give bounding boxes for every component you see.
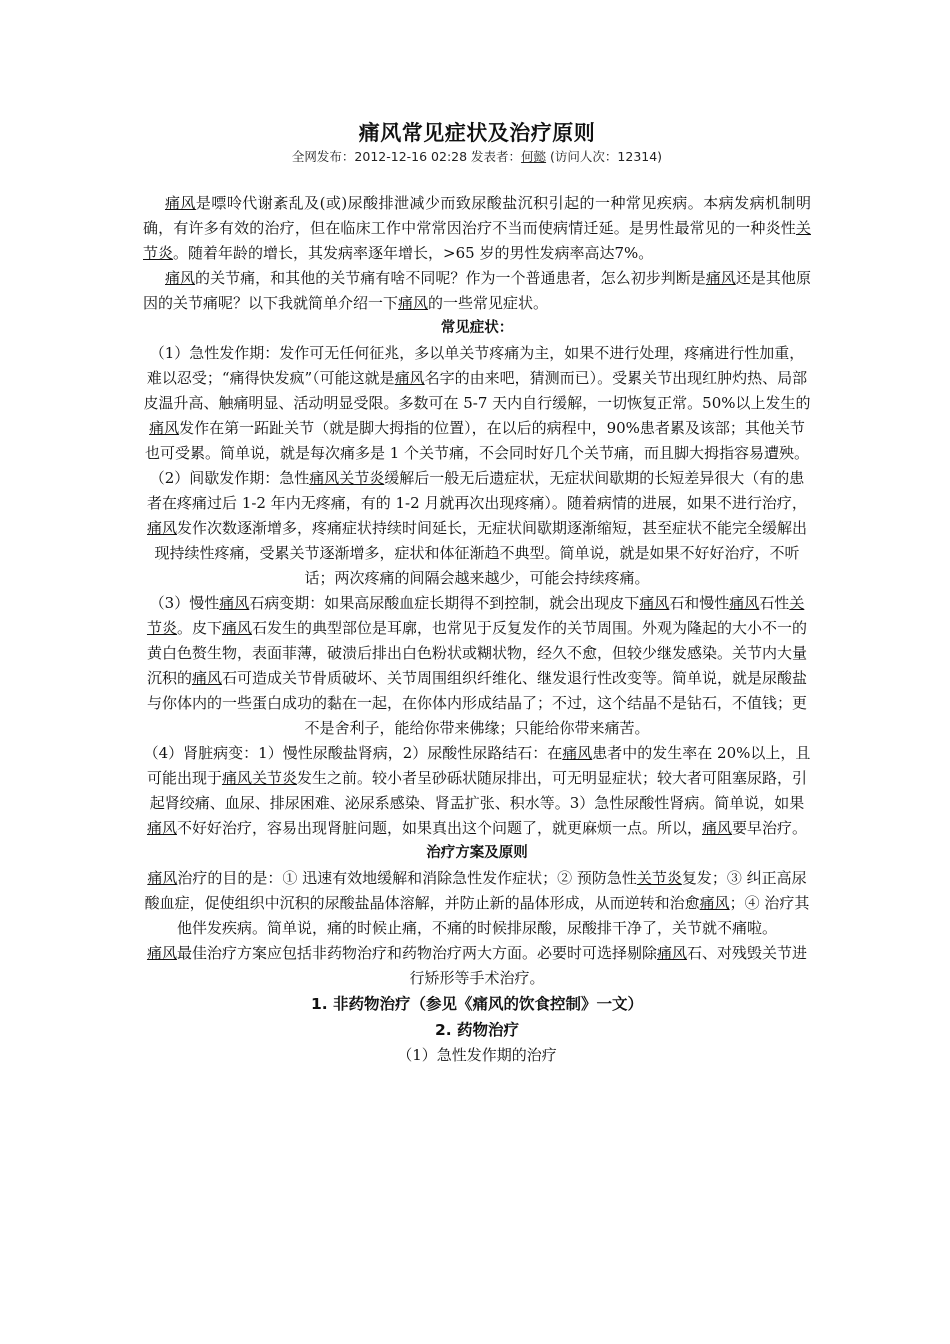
keyword-link[interactable]: 痛风 <box>699 894 730 912</box>
keyword-link[interactable]: 痛风 <box>657 944 688 962</box>
paragraph-text: （3）慢性 <box>149 594 220 612</box>
section-drug: 2. 药物治疗 <box>434 1021 520 1039</box>
article <box>143 118 811 1068</box>
paragraph-text: 缓解后一般无后遗症状，无症状间歇期的长短差异很大（有的患者在疼痛过后 1-2 年内无疼痛，有的 1-2 月就再次出现疼痛）。随着病情的进展，如果不进行治疗， <box>147 469 807 512</box>
symptom-kidney <box>143 741 811 841</box>
treatment-plan <box>143 941 811 991</box>
section-acute-treatment: （1）急性发作期的治疗 <box>397 1046 557 1064</box>
paragraph-text: 石发生的典型部位是耳廓，也常见于反复发作的关节周围。外观为隆起的大小不一的黄白色赘生物，表面菲薄，破溃后排出白色粉状或糊状物，经久不愈，但较少继发感染。关节内大量沉积的 <box>146 619 808 687</box>
keyword-link[interactable]: 痛风 <box>702 819 733 837</box>
keyword-link[interactable]: 痛风 <box>146 944 177 962</box>
paragraph-text: 不好好治疗，容易出现肾脏问题，如果真出这个问题了，就更麻烦一点。所以， <box>176 819 702 837</box>
keyword-link[interactable]: 痛风 <box>219 594 250 612</box>
paragraph-text: 发作在第一跖趾关节（就是脚大拇指的位置），在以后的病程中，90%患者累及该部；其他关节也可受累。简单说，就是每次痛多是 1 个关节痛，不会同时好几个关节痛，而且脚大拇指容易遭殃。 <box>144 419 810 462</box>
keyword-link[interactable]: 痛风 <box>394 369 425 387</box>
keyword-link[interactable]: 痛风 <box>639 594 670 612</box>
page-title: 痛风常见症状及治疗原则 <box>358 121 596 145</box>
keyword-link[interactable]: 痛风 <box>222 619 253 637</box>
paragraph-text: 复发；③ 纠正高尿酸血症，促使组织中沉积的尿酸盐晶体溶解，并防止新的晶体形成，从而逆转和治愈 <box>144 869 807 912</box>
keyword-link[interactable]: 痛风 <box>562 744 593 762</box>
author-link[interactable]: 何懿 <box>521 149 547 164</box>
section-non-drug: 1. 非药物治疗（参见《痛风的饮食控制》一文） <box>310 995 644 1013</box>
keyword-link[interactable]: 痛风 <box>398 294 429 312</box>
paragraph-text: 还是其他原因的关节痛呢？以下我就简单介绍一下 <box>143 269 811 312</box>
paragraph-text: 发生之前。较小者呈砂砾状随尿排出，可无明显症状；较大者可阻塞尿路，引起肾绞痛、血尿、排尿困难、泌尿系感染、肾盂扩张、积水等。3）急性尿酸性肾病。简单说，如果 <box>149 769 808 812</box>
keyword-link[interactable]: 痛风 <box>147 869 178 887</box>
intro-paragraph-2 <box>143 266 811 316</box>
paragraph-text: 石可造成关节骨质破坏、关节周围组织纤维化、继发退行性改变等。简单说，就是尿酸盐与你体内的一些蛋白成功的黏在一起，在你体内形成结晶了；不过，这个结晶不是钻石，不值钱；更不是舍利子，能给你带来佛缘；只能给你带来痛苦。 <box>146 669 808 737</box>
paragraph-text: 的一些常见症状。 <box>428 294 549 312</box>
keyword-link[interactable]: 痛风关节炎 <box>221 769 297 787</box>
paragraph-text: （2）间歇发作期：急性 <box>149 469 310 487</box>
keyword-link[interactable]: 痛风 <box>146 519 177 537</box>
keyword-link[interactable]: 痛风关节炎 <box>309 469 385 487</box>
paragraph-text: 石病变期：如果高尿酸血症长期得不到控制，就会出现皮下 <box>249 594 640 612</box>
paragraph-text: 石、对残毁关节进行矫形等手术治疗。 <box>409 944 808 987</box>
keyword-link[interactable]: 痛风 <box>165 194 196 212</box>
paragraph-text: （4）肾脏病变：1）慢性尿酸盐肾病，2）尿酸性尿路结石：在 <box>143 744 563 762</box>
keyword-link[interactable]: 痛风 <box>149 419 180 437</box>
article-meta <box>143 148 811 166</box>
symptom-acute <box>143 341 811 466</box>
paragraph-text: 石性 <box>759 594 790 612</box>
paragraph-text: 治疗的目的是：① 迅速有效地缓解和消除急性发作症状；② 预防急性 <box>177 869 637 887</box>
paragraph-text: 。皮下 <box>176 619 222 637</box>
publish-info: 全网发布：2012-12-16 02:28 发表者： <box>291 149 522 164</box>
paragraph-text: 石和慢性 <box>669 594 730 612</box>
paragraph-text: （1）急性发作期：发作可无任何征兆，多以单关节疼痛为主，如果不进行处理，疼痛进行性加重，难以忍受；“痛得快发疯”（可能这就是 <box>146 344 805 387</box>
treatment-goals <box>143 866 811 941</box>
paragraph-text: 名字的由来吧，猜测而已）。受累关节出现红肿灼热、局部皮温升高、触痛明显、活动明显受限。多数可在 5-7 天内自行缓解，一切恢复正常。50%以上发生的 <box>143 369 811 412</box>
keyword-link[interactable]: 关节炎 <box>143 219 811 262</box>
intro-paragraph-1 <box>143 191 811 266</box>
paragraph-text: 最佳治疗方案应包括非药物治疗和药物治疗两大方面。必要时可选择剔除 <box>176 944 657 962</box>
paragraph-text: 发作次数逐渐增多，疼痛症状持续时间延长，无症状间歇期逐渐缩短，甚至症状不能完全缓解出现持续性疼痛，受累关节逐渐增多，症状和体征渐趋不典型。简单说，就是如果不好好治疗，不听话；两次疼痛的间隔会越来越少，可能会持续疼痛。 <box>154 519 808 587</box>
symptoms-heading: 常见症状： <box>440 320 514 336</box>
spacer <box>143 166 811 191</box>
symptom-intermittent <box>143 466 811 591</box>
paragraph-text: 患者中的发生率在 20%以上，且可能出现于 <box>146 744 811 787</box>
paragraph-text: 的关节痛，和其他的关节痛有啥不同呢？作为一个普通患者，怎么初步判断是 <box>195 269 706 287</box>
treatment-heading: 治疗方案及原则 <box>426 845 528 861</box>
paragraph-text: ；④ 治疗其他伴发疾病。简单说，痛的时候止痛，不痛的时候排尿酸，尿酸排干净了，关节就不痛啦。 <box>176 894 810 937</box>
paragraph-text: 是嘌呤代谢紊乱及(或)尿酸排泄减少而致尿酸盐沉积引起的一种常见疾病。本病发病机制明确，有许多有效的治疗，但在临床工作中常常因治疗不当而使病情迁延。是男性最常见的一种炎性 <box>143 194 811 237</box>
keyword-link[interactable]: 痛风 <box>729 594 760 612</box>
symptom-chronic <box>143 591 811 741</box>
keyword-link[interactable]: 关节炎 <box>636 869 682 887</box>
keyword-link[interactable]: 痛风 <box>191 669 222 687</box>
keyword-link[interactable]: 痛风 <box>165 269 196 287</box>
paragraph-text: 。随着年龄的增长，其发病率逐年增长，>65 岁的男性发病率高达7%。 <box>173 244 654 262</box>
keyword-link[interactable]: 关节炎 <box>146 594 805 637</box>
keyword-link[interactable]: 痛风 <box>705 269 736 287</box>
visit-count: (访问人次：12314) <box>546 149 663 164</box>
keyword-link[interactable]: 痛风 <box>146 819 177 837</box>
paragraph-text: 要早治疗。 <box>732 819 808 837</box>
